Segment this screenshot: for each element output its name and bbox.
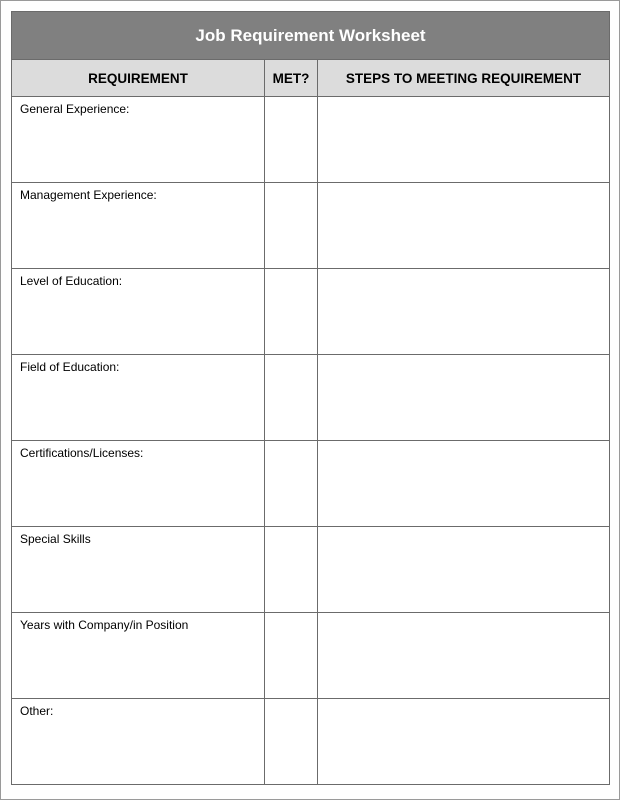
steps-cell[interactable] [318,613,610,699]
met-cell[interactable] [265,613,318,699]
table-row [12,527,610,613]
met-cell[interactable] [265,527,318,613]
requirement-cell [12,97,265,183]
requirement-label: Years with Company/in Position [20,618,189,632]
steps-cell[interactable] [318,527,610,613]
requirement-cell [12,441,265,527]
met-cell[interactable] [265,183,318,269]
requirement-cell [12,613,265,699]
requirement-label: Management Experience: [20,188,157,202]
table-row [12,183,610,269]
steps-cell[interactable] [318,699,610,785]
met-cell[interactable] [265,269,318,355]
requirement-label: Special Skills [20,532,91,546]
header-steps: STEPS TO MEETING REQUIREMENT [318,60,610,97]
requirement-label: Level of Education: [20,274,123,288]
header-requirement: REQUIREMENT [12,60,265,97]
steps-cell[interactable] [318,441,610,527]
met-cell[interactable] [265,97,318,183]
steps-cell[interactable] [318,183,610,269]
met-cell[interactable] [265,441,318,527]
header-met: MET? [265,60,318,97]
table-row [12,97,610,183]
table-row [12,355,610,441]
requirement-label: Other: [20,704,54,718]
requirement-cell [12,355,265,441]
table-row [12,269,610,355]
met-cell[interactable] [265,355,318,441]
table-row [12,699,610,785]
table-row [12,613,610,699]
met-cell[interactable] [265,699,318,785]
worksheet-title: Job Requirement Worksheet [12,12,610,60]
job-requirement-worksheet [11,11,610,785]
requirement-cell [12,269,265,355]
requirement-label: Certifications/Licenses: [20,446,144,460]
steps-cell[interactable] [318,355,610,441]
requirement-cell [12,699,265,785]
requirement-cell [12,527,265,613]
requirement-label: General Experience: [20,102,130,116]
steps-cell[interactable] [318,269,610,355]
table-row [12,441,610,527]
requirement-cell [12,183,265,269]
steps-cell[interactable] [318,97,610,183]
requirement-label: Field of Education: [20,360,120,374]
